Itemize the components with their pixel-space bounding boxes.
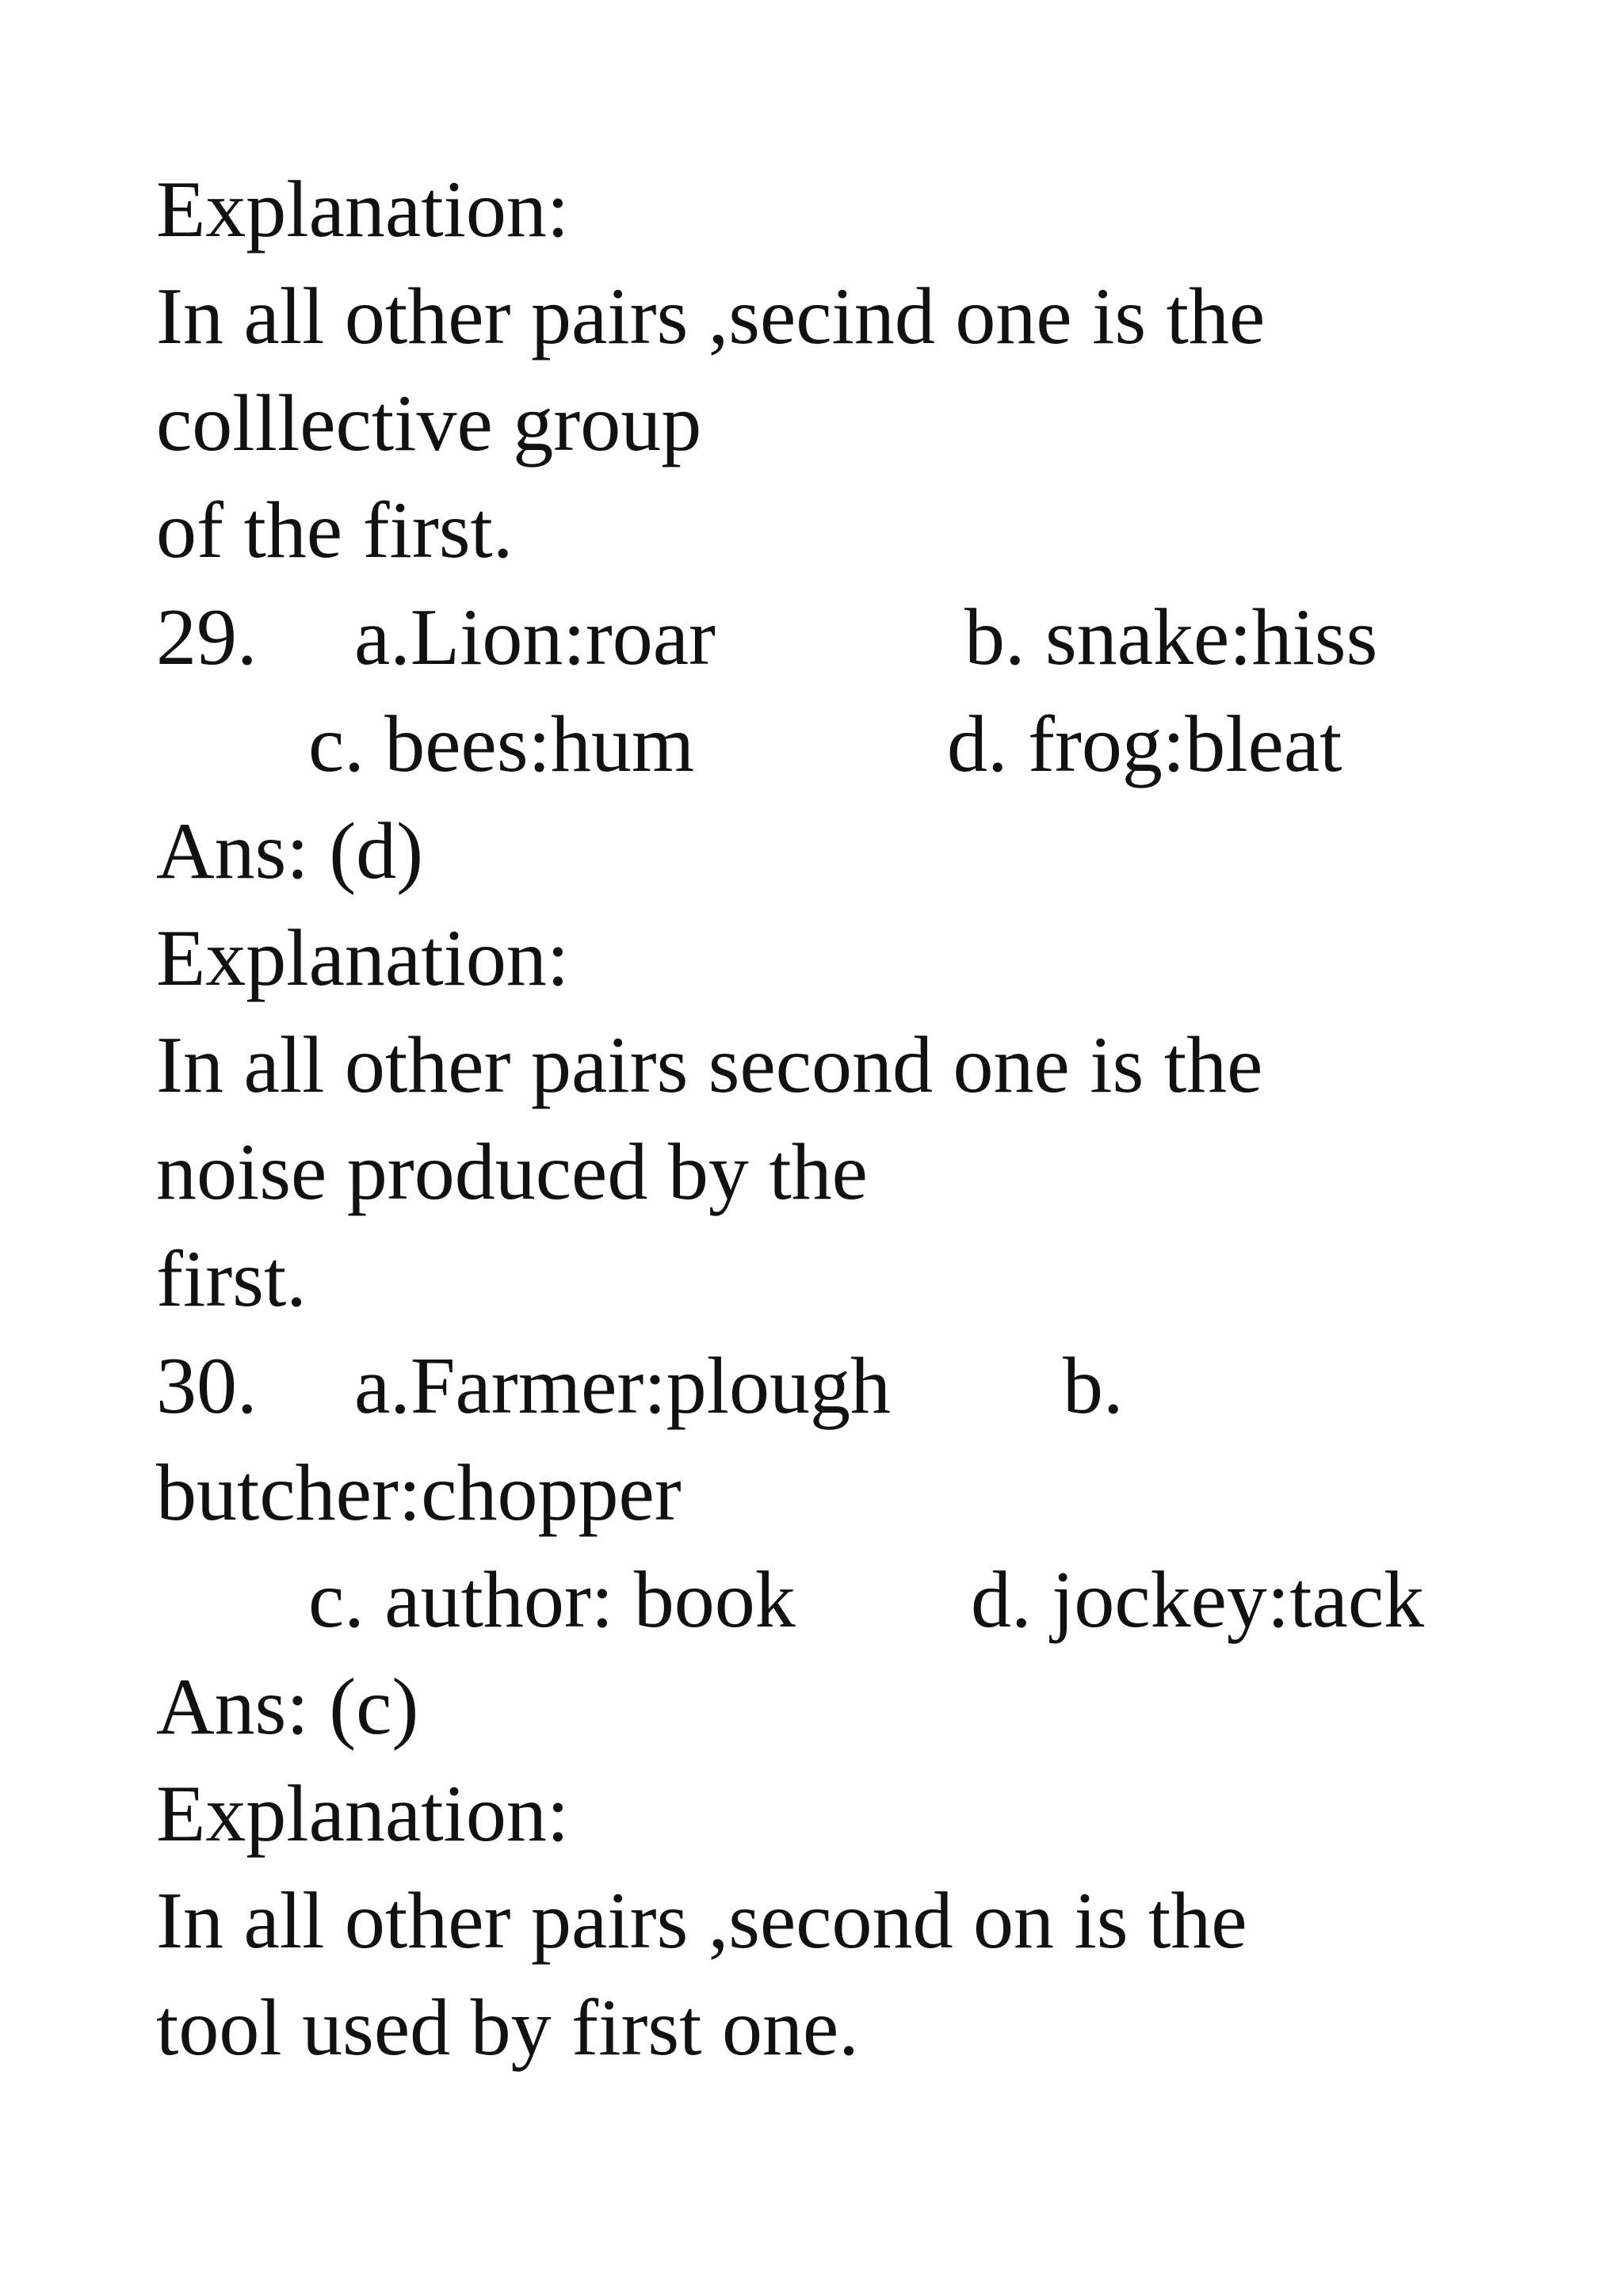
option-d: d. frog:bleat bbox=[947, 700, 1342, 789]
option-b: b. snake:hiss bbox=[964, 593, 1378, 682]
explanation-text: In all other pairs second one is the bbox=[156, 1020, 1263, 1110]
answer-line: Ans: (d) bbox=[156, 807, 424, 896]
explanation-text: In all other pairs ,secind one is the bbox=[156, 272, 1266, 361]
option-b-continued: butcher:chopper bbox=[156, 1448, 682, 1538]
explanation-text: of the first. bbox=[156, 486, 514, 575]
option-a: a.Lion:roar bbox=[354, 593, 716, 682]
explanation-heading: Explanation: bbox=[156, 913, 570, 1003]
explanation-heading: Explanation: bbox=[156, 1769, 570, 1859]
option-c: c. author: book bbox=[308, 1555, 796, 1645]
explanation-text: first. bbox=[156, 1234, 307, 1324]
option-b: b. bbox=[1063, 1341, 1124, 1431]
explanation-text: In all other pairs ,second on is the bbox=[156, 1876, 1247, 1966]
explanation-text: tool used by first one. bbox=[156, 1983, 859, 2073]
explanation-text: noise produced by the bbox=[156, 1127, 868, 1217]
explanation-text: colllective group bbox=[156, 379, 702, 468]
question-number: 29. bbox=[156, 593, 258, 682]
question-number: 30. bbox=[156, 1341, 258, 1431]
option-d: d. jockey:tack bbox=[971, 1555, 1425, 1645]
explanation-heading: Explanation: bbox=[156, 165, 570, 254]
option-c: c. bees:hum bbox=[308, 700, 695, 789]
answer-line: Ans: (c) bbox=[156, 1662, 419, 1752]
option-a: a.Farmer:plough bbox=[354, 1341, 891, 1431]
